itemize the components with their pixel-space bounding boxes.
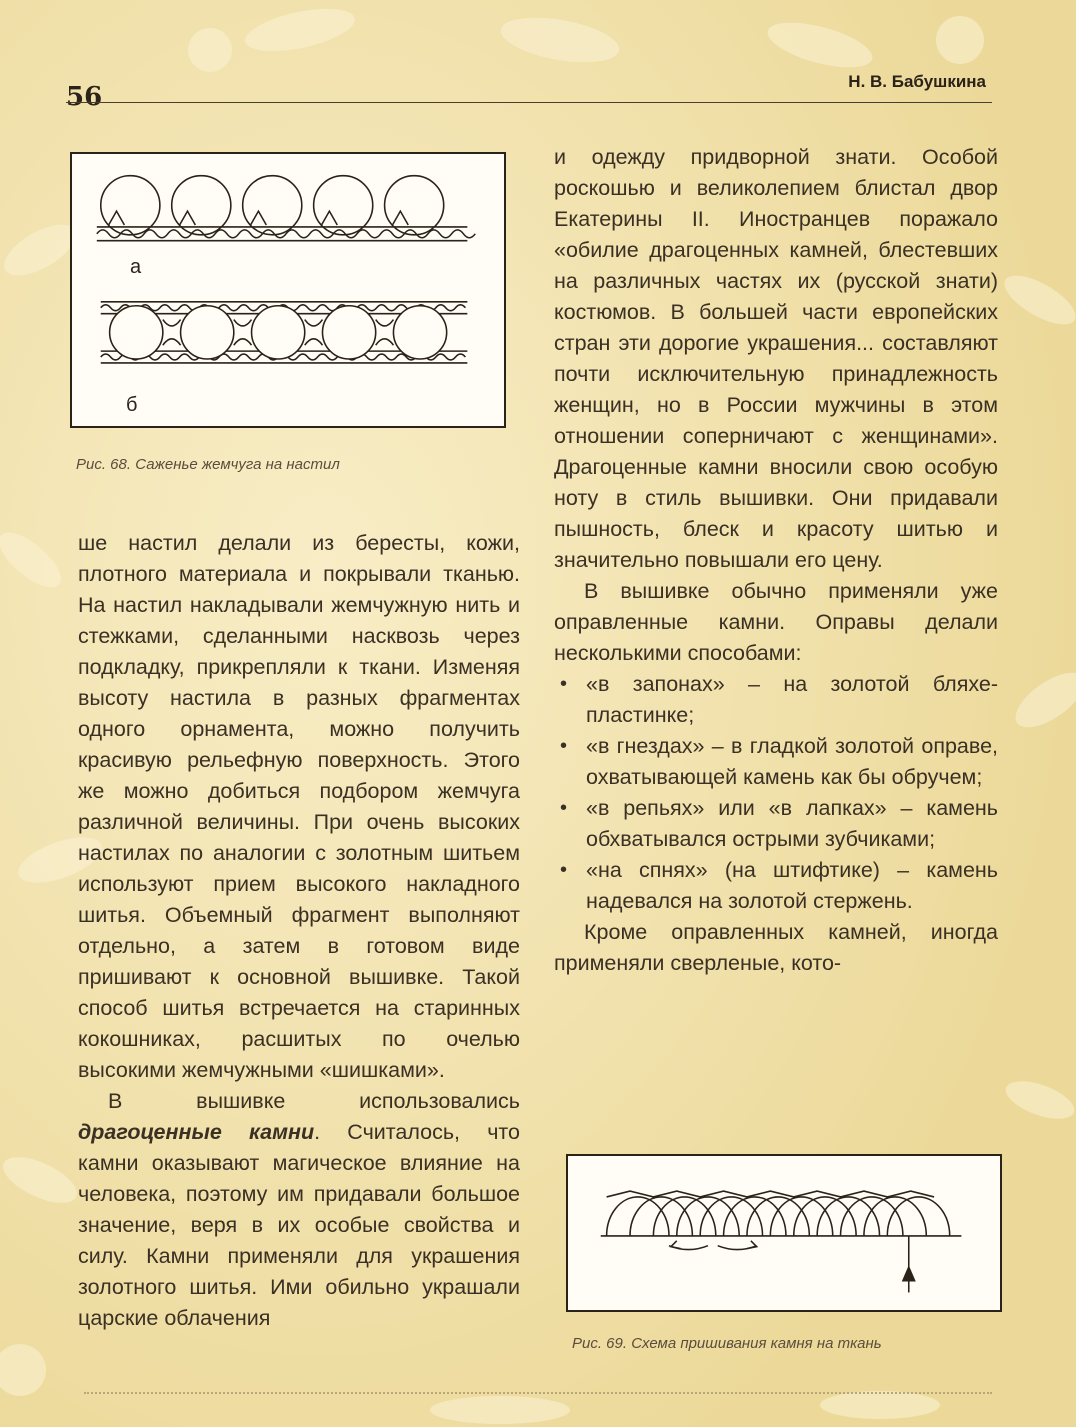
figure-69-caption: Рис. 69. Схема пришивания камня на ткань (572, 1335, 882, 1352)
bullet-icon: • (560, 673, 568, 695)
variant-a-drawing (97, 176, 475, 241)
left-paragraph-2-start: В вышивке использовались (108, 1089, 520, 1113)
list-item-text: «на спнях» (на штифтике) – камень надевался на золотой стержень. (586, 858, 998, 913)
figure-68-drawing (72, 154, 504, 426)
figure-68-caption: Рис. 68. Саженье жемчуга на настил (76, 456, 340, 473)
figure-68-label-b: б (126, 394, 138, 416)
list-item (554, 731, 998, 793)
bullet-icon: • (560, 859, 568, 881)
variant-b-drawing (101, 302, 468, 363)
figure-68-pearl-couching (70, 152, 506, 428)
header-rule (66, 102, 992, 103)
list-item-text: «в репьях» или «в лапках» – камень обхватывался острыми зубчиками; (586, 796, 998, 851)
bullet-icon: • (560, 735, 568, 757)
left-paragraph-1: ше настил делали из бересты, кожи, плотного материала и покрывали тканью. На настил накладывали жемчужную нить и стежками, сделанными насквозь через подкладку, прикрепляли к ткани. Изменяя высоту настила в разных фрагментах одного орнамента, можно получить красивую рельефную поверхность. Этого же можно добиться подбором жемчуга различной величины. При очень высоких настилах по аналогии с золотным шитьем используют прием высокого накладного шитья. Объемный фрагмент выполняют отдельно, а затем в готовом виде пришивают к основной вышивке. Такой способ шитья встречается на старинных кокошниках, расшитых по очелью высокими жемчужными «шишками». (78, 531, 520, 1082)
page-number: 56 (66, 82, 103, 112)
right-text-column (554, 142, 998, 979)
left-paragraph-2-end: . Считалось, что камни оказывают магическое влияние на человека, поэтому им придавали большое значение, веря в их особые свойства и силу. Камни применяли для украшения золотного шитья. Ими обильно украшали царские облачения (78, 1120, 520, 1330)
left-text-column (78, 528, 520, 1334)
bullet-icon: • (560, 797, 568, 819)
footer-dotted-rule (84, 1392, 992, 1394)
list-item-text: «в гнездах» – в гладкой золотой оправе, охватывающей камень как бы обручем; (586, 734, 998, 789)
list-item-text: «в запонах» – на золотой бляхе-пластинке; (586, 672, 998, 727)
figure-69-drawing (568, 1156, 1000, 1310)
list-item (554, 855, 998, 917)
left-paragraph-2 (78, 1086, 520, 1334)
figure-69-stone-stitching (566, 1154, 1002, 1312)
list-item (554, 669, 998, 731)
precious-stones-term: драгоценные камни (78, 1120, 315, 1144)
figure-68-label-a: а (130, 256, 142, 278)
setting-methods-list (554, 669, 998, 917)
right-paragraph-1: и одежду придворной знати. Особой роскошью и великолепием блистал двор Екатерины II. Иностранцев поражало «обилие драгоценных камней, блестевших на различных частях их (русской знати) костюмов. В большей части европейских стран эти дорогие украшения... составляют почти исключительную принадлежность женщин, но в России мужчины в этом отношении соперничают с женщинами». Драгоценные камни вносили свою особую ноту в стиль вышивки. Они придавали пышность, блеск и красоту шитью и значительно повышали его цену. (554, 145, 998, 572)
right-paragraph-3: Кроме оправленных камней, иногда применяли сверленые, кото- (554, 920, 998, 975)
running-head-author: Н. В. Бабушкина (848, 72, 986, 91)
right-paragraph-2: В вышивке обычно применяли уже оправленные камни. Оправы делали несколькими способами: (554, 579, 998, 665)
list-item (554, 793, 998, 855)
